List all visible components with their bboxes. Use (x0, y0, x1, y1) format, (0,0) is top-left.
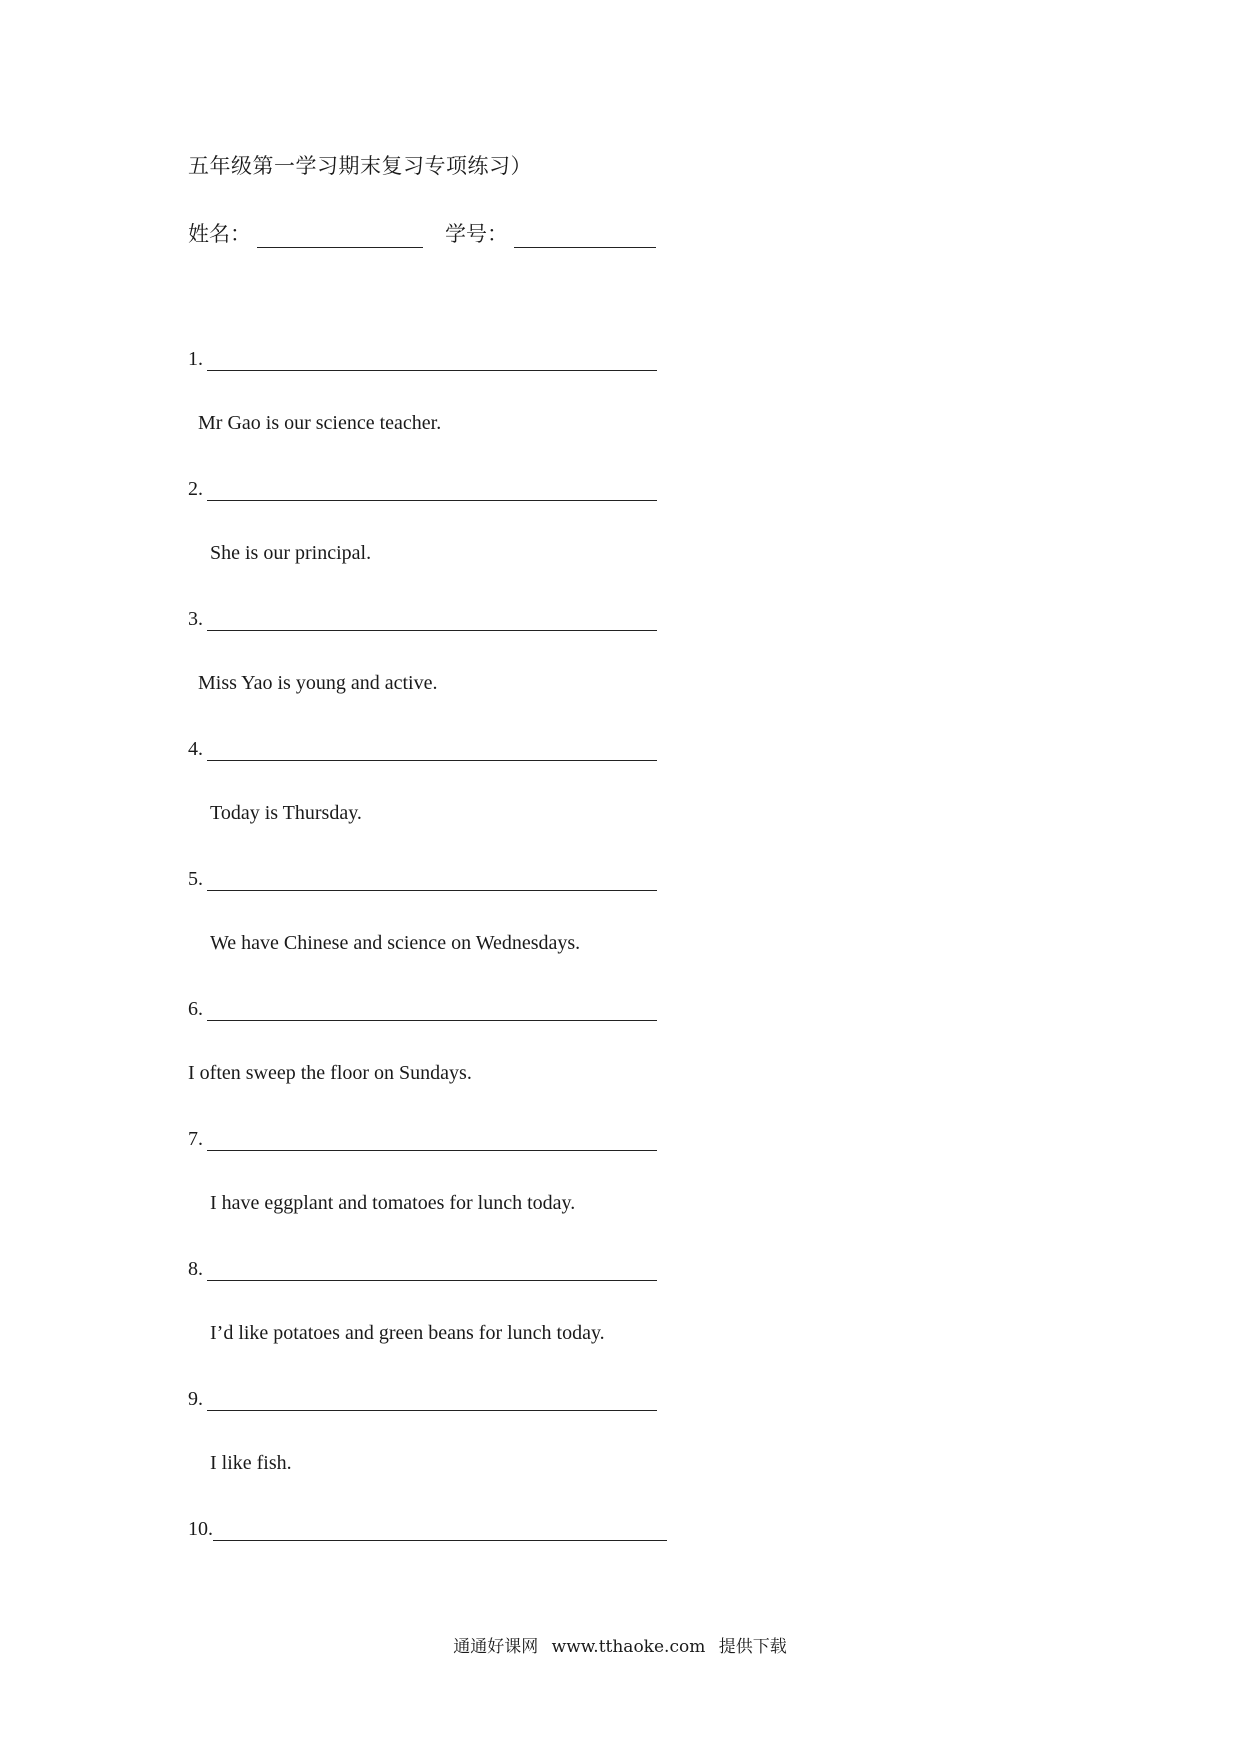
question-5-answer-row (188, 868, 657, 891)
question-number: 3. (188, 608, 203, 630)
question-1-sentence: Mr Gao is our science teacher. (198, 412, 442, 434)
question-7-sentence: I have eggplant and tomatoes for lunch today. (210, 1192, 576, 1214)
student-number-label: 学号： (445, 222, 508, 246)
answer-line (207, 478, 657, 501)
question-2-sentence: She is our principal. (210, 542, 372, 564)
answer-line (207, 1388, 657, 1411)
question-3-sentence: Miss Yao is young and active. (198, 672, 438, 694)
question-number: 4. (188, 738, 203, 760)
question-6-answer-row (188, 998, 657, 1021)
name-label: 姓名： (188, 222, 251, 246)
question-6-sentence: I often sweep the floor on Sundays. (188, 1062, 472, 1084)
question-8-sentence: I’d like potatoes and green beans for lunch today. (210, 1322, 605, 1344)
question-number: 1. (188, 348, 203, 370)
question-9-sentence: I like fish. (210, 1452, 292, 1474)
name-blank (257, 223, 423, 248)
answer-line (207, 998, 657, 1021)
question-2-answer-row (188, 478, 657, 501)
student-number-blank (514, 223, 656, 248)
footer-site-name: 通通好课网 (453, 1637, 539, 1657)
question-number: 8. (188, 1258, 203, 1280)
page-footer (0, 1632, 1240, 1657)
question-number: 5. (188, 868, 203, 890)
document-title: 五年级第一学习期末复习专项练习） (188, 154, 532, 178)
question-1-answer-row (188, 348, 657, 371)
answer-line (207, 1258, 657, 1281)
answer-line (207, 348, 657, 371)
question-9-answer-row (188, 1388, 657, 1411)
question-8-answer-row (188, 1258, 657, 1281)
question-number: 2. (188, 478, 203, 500)
question-7-answer-row (188, 1128, 657, 1151)
answer-line (207, 738, 657, 761)
question-10-answer-row (188, 1518, 667, 1541)
question-number: 6. (188, 998, 203, 1020)
footer-url[interactable]: www.tthaoke.com (551, 1637, 706, 1657)
question-5-sentence: We have Chinese and science on Wednesdays. (210, 932, 581, 954)
question-3-answer-row (188, 608, 657, 631)
question-number: 9. (188, 1388, 203, 1410)
answer-line (207, 1128, 657, 1151)
answer-line (207, 608, 657, 631)
question-number: 7. (188, 1128, 203, 1150)
student-info-row (188, 218, 656, 248)
question-4-sentence: Today is Thursday. (210, 802, 362, 824)
question-number: 10. (188, 1518, 213, 1540)
question-4-answer-row (188, 738, 657, 761)
answer-line (207, 868, 657, 891)
answer-line (213, 1518, 667, 1541)
footer-suffix: 提供下载 (718, 1637, 787, 1657)
